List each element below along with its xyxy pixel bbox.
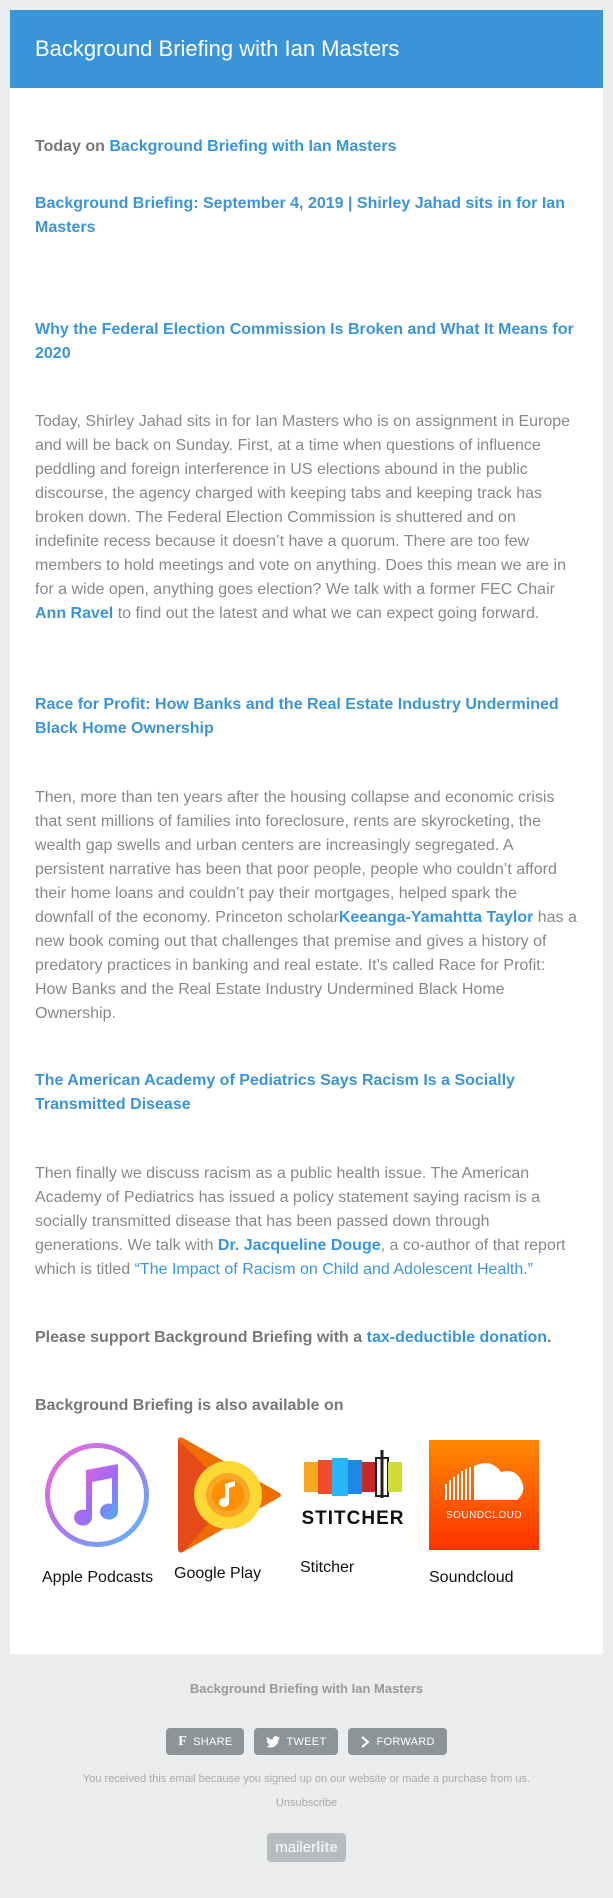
footer-title: Background Briefing with Ian Masters [189,1681,424,1696]
donation-link[interactable]: tax-deductible donation [366,1329,548,1346]
support-line [35,1329,578,1347]
chevron-right-icon [360,1736,370,1748]
footer-badge-row [0,1833,613,1862]
twitter-icon [266,1736,280,1748]
ann-ravel-link[interactable]: Ann Ravel [35,605,114,622]
segment-1-text: Today, Shirley Jahad sits in for Ian Masters who is on assignment in Europe and will be back on Sunday. First, at a time when questions of influence peddling and foreign interference in US elections abound in the public discourse, the agency charged with keeping tabs and keeping track has broken down. The Federal Election Commission is shuttered and on indefinite recess because it doesn’t have a quorum. There are too few members to hold meetings and vote on anything. Does this mean we are in for a wide open, anything goes election? We talk with a former FEC Chair [35,413,571,598]
soundcloud-icon [429,1440,539,1550]
segment-2-text: Then, more than ten years after the housing collapse and economic crisis that sent millions of families into foreclosure, rents are skyrocketing, the wealth gap swells and urban centers are increasingly segregated. A persistent narrative has been that poor people, people who couldn’t afford their home loans and couldn’t pay their mortgages, helped spark the downfall of the economy. Princeton scholar [35,789,557,926]
segment-2-description [35,786,578,1026]
mailerlite-badge[interactable] [267,1833,346,1862]
header-title: Background Briefing with Ian Masters [35,36,400,61]
soundcloud-logo-text: SOUNDCLOUD [445,1510,523,1521]
footer-buttons [0,1728,613,1755]
support-suffix: . [547,1329,552,1346]
today-show-link[interactable]: Background Briefing with Ian Masters [109,138,397,155]
forward-button[interactable] [348,1728,446,1755]
badge-text-a: mailer [275,1839,317,1856]
share-button[interactable] [166,1728,244,1755]
support-prefix: Please support Background Briefing with a [35,1329,363,1346]
segment-3-text-mid: , a co-author of that report which is titled [35,1237,566,1278]
segment-1-title-link[interactable]: Why the Federal Election Commission Is Broken and What It Means for 2020 [35,321,574,362]
footer-unsubscribe-row [0,1793,613,1811]
segment-3-description [35,1162,578,1282]
episode-title-link[interactable]: Background Briefing: September 4, 2019 | Shirley Jahad sits in for Ian Masters [35,195,565,236]
badge-text-b: lite [316,1839,338,1856]
app-label-stitcher: Stitcher [300,1559,355,1576]
forward-label: FORWARD [376,1735,435,1748]
facebook-icon: F [178,1733,188,1749]
app-apple-podcasts[interactable] [42,1440,153,1587]
segment-3-title-link[interactable]: The American Academy of Pediatrics Says Racism Is a Socially Transmitted Disease [35,1072,515,1113]
segment-2-text-end: has a new book coming out that challenges that premise and gives a history of predatory practices in banking and real estate. It’s called Race for Profit: How Banks and the Real Estate Industry Undermined Black Home Ownership. [35,909,577,1022]
keeanga-taylor-link[interactable]: Keeanga-Yamahtta Taylor [338,909,534,926]
app-google-play[interactable] [174,1436,284,1583]
unsubscribe-link[interactable]: Unsubscribe [275,1797,338,1809]
stitcher-logo-text: STITCHER [301,1508,405,1529]
report-title-link[interactable]: “The Impact of Racism on Child and Adolescent Health.” [134,1261,534,1278]
footer-notice: You received this email because you signed up on our website or made a purchase from us. [82,1773,531,1785]
app-stitcher[interactable] [300,1448,410,1577]
app-label-apple-podcasts: Apple Podcasts [42,1569,154,1586]
segment-3-text: Then finally we discuss racism as a public health issue. The American Academy of Pediatrics has issued a policy statement saying racism is a socially transmitted disease that has been passed down through generations. We talk with [35,1165,541,1254]
stitcher-icon [300,1448,410,1548]
email-header [10,10,603,88]
google-play-icon [174,1436,284,1554]
today-prefix: Today on [35,138,105,155]
segment-1-description [35,410,578,626]
tweet-label: TWEET [286,1735,327,1748]
jacqueline-douge-link[interactable]: Dr. Jacqueline Douge [217,1237,381,1254]
apple-podcasts-icon [42,1440,152,1550]
share-label: SHARE [193,1735,233,1748]
app-soundcloud[interactable] [429,1440,539,1587]
app-label-soundcloud: Soundcloud [429,1569,514,1586]
segment-2-title-link[interactable]: Race for Profit: How Banks and the Real Estate Industry Undermined Black Home Ownership [35,696,559,737]
available-heading: Background Briefing is also available on [35,1397,344,1414]
tweet-button[interactable] [254,1728,338,1755]
app-label-google-play: Google Play [174,1565,262,1582]
segment-1-text-end: to find out the latest and what we can expect going forward. [113,605,540,622]
today-line [35,138,578,156]
